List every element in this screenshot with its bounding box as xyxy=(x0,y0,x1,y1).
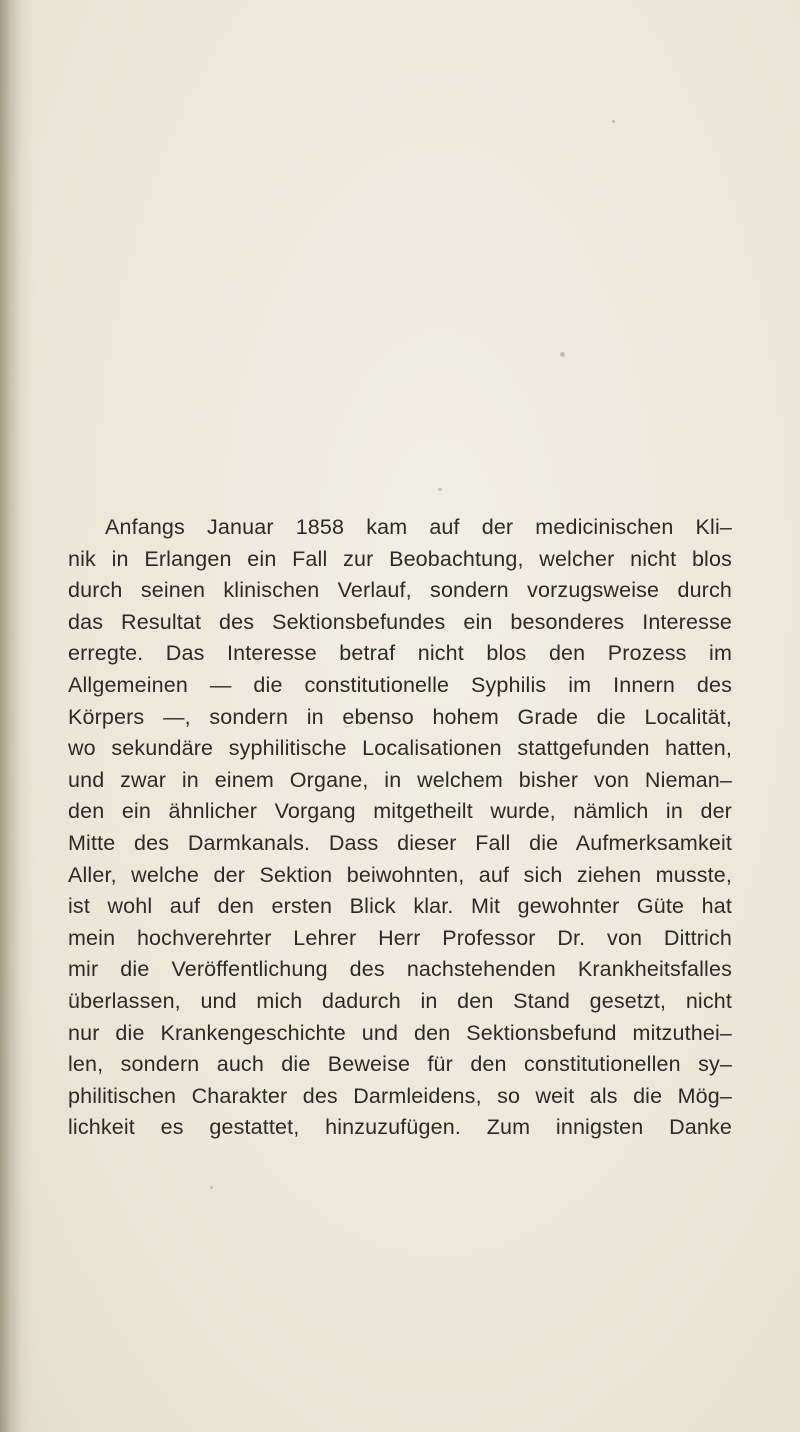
paper-speck xyxy=(438,488,442,491)
text-line-3: durch seinen klinischen Verlauf, sondern vorzugsweise durch xyxy=(68,578,732,603)
text-line-7: Körpers —, sondern in ebenso hohem Grade die Localität, xyxy=(68,704,732,729)
text-line-2: nik in Erlangen ein Fall zur Beobachtung, welcher nicht blos xyxy=(68,546,732,571)
text-line-10: den ein ähnlicher Vorgang mitgetheilt wurde, nämlich in der xyxy=(68,799,732,824)
text-line-11: Mitte des Darmkanals. Dass dieser Fall die Aufmerksamkeit xyxy=(68,830,732,855)
paper-speck xyxy=(210,1186,213,1189)
text-line-17: nur die Krankengeschichte und den Sektionsbefund mitzuthei– xyxy=(68,1020,732,1045)
text-line-20: lichkeit es gestattet, hinzuzufügen. Zum innigsten Danke xyxy=(68,1115,732,1140)
text-line-1: Anfangs Januar 1858 kam auf der medicinischen Kli– xyxy=(105,515,732,539)
text-line-16: überlassen, und mich dadurch in den Stand gesetzt, nicht xyxy=(68,988,732,1013)
text-line-14: mein hochverehrter Lehrer Herr Professor Dr. von Dittrich xyxy=(68,925,732,950)
text-line-4: das Resultat des Sektionsbefundes ein besonderes Interesse xyxy=(68,609,732,634)
text-line-5: erregte. Das Interesse betraf nicht blos den Prozess im xyxy=(68,641,732,666)
text-line-18: len, sondern auch die Beweise für den constitutionellen sy– xyxy=(68,1052,732,1077)
text-line-13: ist wohl auf den ersten Blick klar. Mit gewohnter Güte hat xyxy=(68,894,732,919)
text-line-19: philitischen Charakter des Darmleidens, so weit als die Mög– xyxy=(68,1083,732,1108)
text-line-6: Allgemeinen — die constitutionelle Syphilis im Innern des xyxy=(68,672,732,697)
text-line-12: Aller, welche der Sektion beiwohnten, auf sich ziehen musste, xyxy=(68,862,732,887)
text-line-15: mir die Veröffentlichung des nachstehenden Krankheitsfalles xyxy=(68,957,732,982)
text-line-9: und zwar in einem Organe, in welchem bisher von Nieman– xyxy=(68,767,732,792)
page-edge-shadow xyxy=(0,0,22,1432)
paper-speck xyxy=(612,120,615,123)
paper-speck xyxy=(560,352,565,357)
text-line-8: wo sekundäre syphilitische Localisationen stattgefunden hatten, xyxy=(68,736,732,761)
body-text xyxy=(68,512,732,1144)
